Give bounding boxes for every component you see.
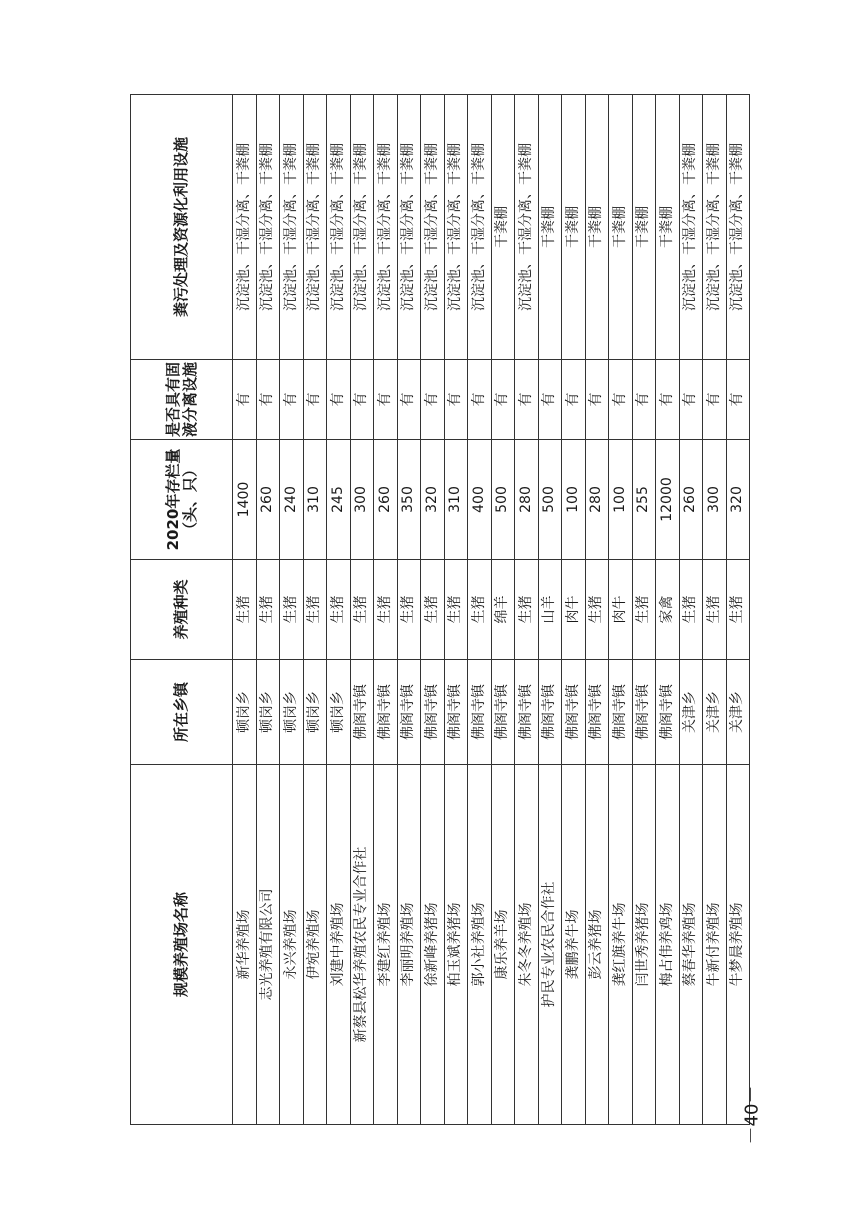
cell-separation: 有 <box>609 360 633 440</box>
cell-species: 家禽 <box>656 560 680 660</box>
cell-facilities: 沉淀池、干湿分离、干粪棚 <box>726 95 750 360</box>
table-row <box>421 95 445 1125</box>
cell-farm-name: 李建红养殖场 <box>374 765 398 1125</box>
cell-species: 生猪 <box>515 560 539 660</box>
table-row <box>703 95 727 1125</box>
cell-species: 绵羊 <box>491 560 515 660</box>
cell-farm-name: 志光养殖有限公司 <box>256 765 280 1125</box>
cell-facilities: 沉淀池、干湿分离、干粪棚 <box>444 95 468 360</box>
table-row <box>515 95 539 1125</box>
cell-farm-name: 闫世秀养猪场 <box>632 765 656 1125</box>
table-body <box>233 95 750 1125</box>
table-row <box>350 95 374 1125</box>
cell-facilities: 干粪棚 <box>632 95 656 360</box>
cell-facilities: 干粪棚 <box>562 95 586 360</box>
cell-stock: 260 <box>374 440 398 560</box>
cell-farm-name: 蔡春华养殖场 <box>679 765 703 1125</box>
table-row <box>327 95 351 1125</box>
page-number-text: －40－ <box>741 1085 762 1145</box>
cell-stock: 350 <box>397 440 421 560</box>
table-row <box>233 95 257 1125</box>
cell-township: 佛阁寺镇 <box>515 660 539 765</box>
cell-stock: 260 <box>679 440 703 560</box>
cell-separation: 有 <box>726 360 750 440</box>
cell-separation: 有 <box>233 360 257 440</box>
header-manure-facilities: 粪污处理及资源化利用设施 <box>131 95 233 360</box>
cell-separation: 有 <box>632 360 656 440</box>
cell-separation: 有 <box>679 360 703 440</box>
header-farm-name: 规模养殖场名称 <box>131 765 233 1125</box>
cell-species: 生猪 <box>679 560 703 660</box>
cell-farm-name: 徐新峰养猪场 <box>421 765 445 1125</box>
cell-farm-name: 朱冬冬养殖场 <box>515 765 539 1125</box>
cell-stock: 12000 <box>656 440 680 560</box>
cell-township: 佛阁寺镇 <box>350 660 374 765</box>
cell-species: 肉牛 <box>609 560 633 660</box>
cell-township: 顿岗乡 <box>233 660 257 765</box>
cell-separation: 有 <box>327 360 351 440</box>
table-row <box>632 95 656 1125</box>
table-row <box>256 95 280 1125</box>
cell-separation: 有 <box>303 360 327 440</box>
table-container <box>130 95 746 1125</box>
cell-farm-name: 龚鹏养牛场 <box>562 765 586 1125</box>
cell-stock: 1400 <box>233 440 257 560</box>
cell-facilities: 沉淀池、干湿分离、干粪棚 <box>327 95 351 360</box>
cell-facilities: 沉淀池、干湿分离、干粪棚 <box>280 95 304 360</box>
cell-township: 佛阁寺镇 <box>374 660 398 765</box>
cell-species: 生猪 <box>632 560 656 660</box>
cell-species: 生猪 <box>397 560 421 660</box>
cell-farm-name: 柏玉斌养猪场 <box>444 765 468 1125</box>
cell-facilities: 沉淀池、干湿分离、干粪棚 <box>468 95 492 360</box>
page-number <box>730 1085 770 1145</box>
cell-facilities: 沉淀池、干湿分离、干粪棚 <box>397 95 421 360</box>
cell-stock: 320 <box>726 440 750 560</box>
cell-species: 生猪 <box>703 560 727 660</box>
cell-stock: 245 <box>327 440 351 560</box>
table-row <box>444 95 468 1125</box>
cell-separation: 有 <box>468 360 492 440</box>
cell-species: 生猪 <box>421 560 445 660</box>
cell-township: 关津乡 <box>679 660 703 765</box>
table-row <box>397 95 421 1125</box>
cell-township: 佛阁寺镇 <box>468 660 492 765</box>
table-header-row <box>131 95 233 1125</box>
cell-species: 生猪 <box>350 560 374 660</box>
cell-township: 顿岗乡 <box>280 660 304 765</box>
cell-stock: 255 <box>632 440 656 560</box>
table-row <box>538 95 562 1125</box>
cell-stock: 500 <box>538 440 562 560</box>
cell-farm-name: 新华养殖场 <box>233 765 257 1125</box>
cell-township: 佛阁寺镇 <box>397 660 421 765</box>
cell-stock: 300 <box>350 440 374 560</box>
cell-facilities: 沉淀池、干湿分离、干粪棚 <box>515 95 539 360</box>
table-row <box>609 95 633 1125</box>
cell-facilities: 沉淀池、干湿分离、干粪棚 <box>374 95 398 360</box>
cell-township: 佛阁寺镇 <box>421 660 445 765</box>
table-row <box>585 95 609 1125</box>
cell-stock: 260 <box>256 440 280 560</box>
cell-species: 生猪 <box>256 560 280 660</box>
cell-facilities: 沉淀池、干湿分离、干粪棚 <box>421 95 445 360</box>
cell-farm-name: 刘建中养殖场 <box>327 765 351 1125</box>
cell-township: 佛阁寺镇 <box>538 660 562 765</box>
cell-separation: 有 <box>444 360 468 440</box>
cell-facilities: 干粪棚 <box>585 95 609 360</box>
cell-species: 生猪 <box>327 560 351 660</box>
cell-separation: 有 <box>374 360 398 440</box>
table-row <box>374 95 398 1125</box>
cell-facilities: 干粪棚 <box>538 95 562 360</box>
cell-township: 佛阁寺镇 <box>562 660 586 765</box>
cell-separation: 有 <box>585 360 609 440</box>
cell-facilities: 干粪棚 <box>656 95 680 360</box>
cell-species: 肉牛 <box>562 560 586 660</box>
cell-species: 生猪 <box>233 560 257 660</box>
header-species: 养殖种类 <box>131 560 233 660</box>
cell-facilities: 沉淀池、干湿分离、干粪棚 <box>350 95 374 360</box>
cell-township: 关津乡 <box>726 660 750 765</box>
header-solid-liquid-separation: 是否具有固液分离设施 <box>131 360 233 440</box>
cell-stock: 300 <box>703 440 727 560</box>
cell-farm-name: 永兴养殖场 <box>280 765 304 1125</box>
cell-farm-name: 康乐养羊场 <box>491 765 515 1125</box>
cell-farm-name: 梅占伟养鸡场 <box>656 765 680 1125</box>
cell-stock: 100 <box>609 440 633 560</box>
cell-species: 生猪 <box>303 560 327 660</box>
cell-separation: 有 <box>703 360 727 440</box>
cell-farm-name: 李丽明养殖场 <box>397 765 421 1125</box>
cell-species: 生猪 <box>726 560 750 660</box>
cell-farm-name: 新蔡县松华养殖农民专业合作社 <box>350 765 374 1125</box>
cell-stock: 240 <box>280 440 304 560</box>
cell-stock: 500 <box>491 440 515 560</box>
cell-stock: 310 <box>303 440 327 560</box>
cell-farm-name: 牛梦晨养殖场 <box>726 765 750 1125</box>
table-row <box>280 95 304 1125</box>
cell-species: 山羊 <box>538 560 562 660</box>
cell-township: 佛阁寺镇 <box>491 660 515 765</box>
table-row <box>656 95 680 1125</box>
cell-township: 顿岗乡 <box>327 660 351 765</box>
cell-stock: 280 <box>585 440 609 560</box>
cell-township: 佛阁寺镇 <box>609 660 633 765</box>
header-township: 所在乡镇 <box>131 660 233 765</box>
cell-separation: 有 <box>515 360 539 440</box>
cell-separation: 有 <box>350 360 374 440</box>
cell-stock: 400 <box>468 440 492 560</box>
cell-separation: 有 <box>656 360 680 440</box>
cell-species: 生猪 <box>444 560 468 660</box>
cell-facilities: 干粪棚 <box>609 95 633 360</box>
cell-species: 生猪 <box>280 560 304 660</box>
cell-facilities: 沉淀池、干湿分离、干粪棚 <box>303 95 327 360</box>
cell-facilities: 沉淀池、干湿分离、干粪棚 <box>679 95 703 360</box>
cell-separation: 有 <box>491 360 515 440</box>
table-row <box>726 95 750 1125</box>
cell-farm-name: 龚红旗养牛场 <box>609 765 633 1125</box>
cell-separation: 有 <box>397 360 421 440</box>
cell-township: 顿岗乡 <box>303 660 327 765</box>
cell-township: 佛阁寺镇 <box>585 660 609 765</box>
cell-stock: 280 <box>515 440 539 560</box>
cell-farm-name: 彭云养猪场 <box>585 765 609 1125</box>
cell-separation: 有 <box>562 360 586 440</box>
table-row <box>679 95 703 1125</box>
cell-township: 佛阁寺镇 <box>656 660 680 765</box>
cell-facilities: 沉淀池、干湿分离、干粪棚 <box>233 95 257 360</box>
cell-township: 佛阁寺镇 <box>632 660 656 765</box>
cell-stock: 320 <box>421 440 445 560</box>
cell-species: 生猪 <box>585 560 609 660</box>
table-row <box>303 95 327 1125</box>
cell-facilities: 沉淀池、干湿分离、干粪棚 <box>256 95 280 360</box>
cell-township: 佛阁寺镇 <box>444 660 468 765</box>
cell-separation: 有 <box>538 360 562 440</box>
cell-stock: 310 <box>444 440 468 560</box>
table-row <box>491 95 515 1125</box>
cell-farm-name: 牛新付养殖场 <box>703 765 727 1125</box>
cell-township: 顿岗乡 <box>256 660 280 765</box>
cell-separation: 有 <box>280 360 304 440</box>
table-row <box>468 95 492 1125</box>
table-row <box>562 95 586 1125</box>
cell-stock: 100 <box>562 440 586 560</box>
cell-separation: 有 <box>421 360 445 440</box>
cell-farm-name: 伊宛养殖场 <box>303 765 327 1125</box>
livestock-farm-table <box>130 94 750 1125</box>
header-stock-2020: 2020年存栏量（头、只） <box>131 440 233 560</box>
cell-farm-name: 护民专业农民合作社 <box>538 765 562 1125</box>
cell-farm-name: 郭小社养殖场 <box>468 765 492 1125</box>
cell-facilities: 沉淀池、干湿分离、干粪棚 <box>703 95 727 360</box>
cell-species: 生猪 <box>468 560 492 660</box>
cell-township: 关津乡 <box>703 660 727 765</box>
cell-separation: 有 <box>256 360 280 440</box>
cell-species: 生猪 <box>374 560 398 660</box>
cell-facilities: 干粪棚 <box>491 95 515 360</box>
